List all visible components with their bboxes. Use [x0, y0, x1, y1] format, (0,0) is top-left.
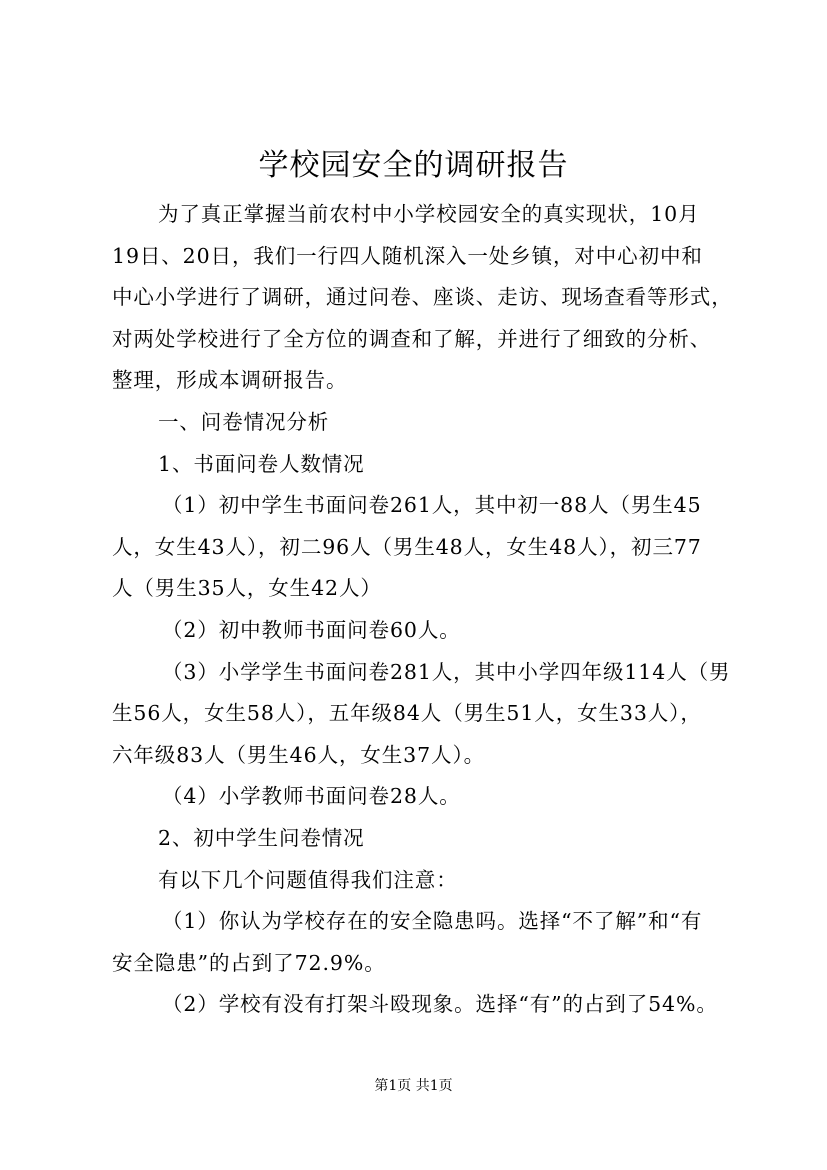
- document-title: 学校园安全的调研报告: [258, 148, 569, 183]
- paragraph-line: （2）学校有没有打架斗殴现象。选择“有”的占到了54%。: [162, 992, 718, 1017]
- paragraph-line: 生56人，女生58人），五年级84人（男生51人，女生33人），: [112, 701, 702, 726]
- paragraph-line: （1）你认为学校存在的安全隐患吗。选择“不了解”和“有: [162, 909, 703, 934]
- paragraph-line: （3）小学学生书面问卷281人，其中小学四年级114人（男: [162, 659, 731, 684]
- paragraph-line: 安全隐患”的占到了72.9%。: [112, 950, 386, 975]
- paragraph-line: 人，女生43人），初二96人（男生48人，女生48人），初三77: [112, 534, 702, 559]
- section-heading: 一、问卷情况分析: [158, 409, 330, 434]
- paragraph-line: 整理，形成本调研报告。: [112, 368, 348, 393]
- paragraph-line: 19日、20日，我们一行四人随机深入一处乡镇，对中心初中和: [112, 243, 703, 268]
- paragraph-line: 中心小学进行了调研，通过问卷、座谈、走访、现场查看等形式，: [112, 285, 733, 310]
- paragraph-line: 有以下几个问题值得我们注意：: [158, 867, 458, 892]
- subsection-heading: 1、书面问卷人数情况: [158, 451, 365, 476]
- subsection-heading: 2、初中学生问卷情况: [158, 825, 365, 850]
- paragraph-line: 对两处学校进行了全方位的调查和了解，并进行了细致的分析、: [112, 326, 712, 351]
- page-footer: 第1页 共1页: [374, 1078, 453, 1094]
- paragraph-line: 为了真正掌握当前农村中小学校园安全的真实现状，10月: [158, 202, 700, 226]
- paragraph-line: 六年级83人（男生46人，女生37人）。: [112, 742, 486, 767]
- document-body: [112, 194, 740, 1026]
- paragraph-line: （2）初中教师书面问卷60人。: [162, 617, 461, 642]
- paragraph-line: 人（男生35人，女生42人）: [112, 576, 382, 601]
- paragraph-line: （4）小学教师书面问卷28人。: [162, 784, 461, 809]
- paragraph-line: （1）初中学生书面问卷261人，其中初一88人（男生45: [162, 493, 702, 518]
